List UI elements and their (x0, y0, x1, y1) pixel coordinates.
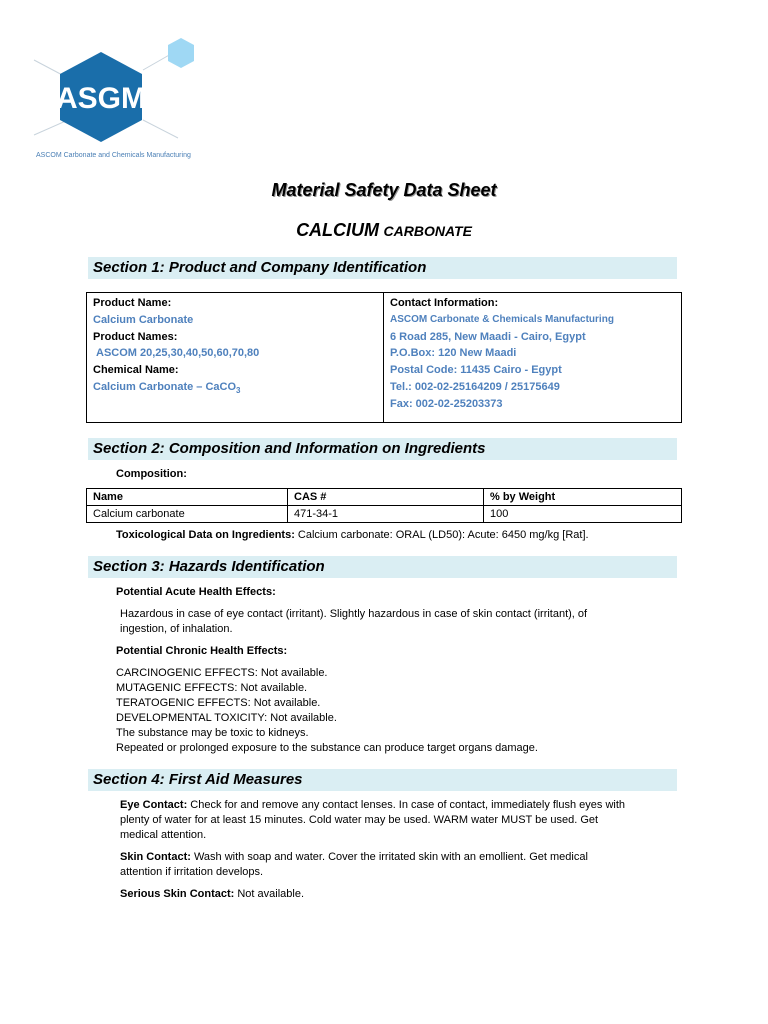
company-pobox: P.O.Box: 120 New Maadi (390, 347, 517, 360)
table-header-weight: % by Weight (484, 489, 682, 506)
product-names-value: ASCOM 20,25,30,40,50,60,70,80 (96, 347, 260, 360)
serious-skin-label: Serious Skin Contact: (120, 888, 235, 900)
serious-skin-contact (120, 887, 304, 902)
tox-data (116, 528, 589, 543)
chronic-line: CARCINOGENIC EFFECTS: Not available. (116, 667, 328, 679)
chronic-line: The substance may be toxic to kidneys. (116, 727, 309, 739)
section3-heading: Section 3: Hazards Identification (88, 556, 677, 578)
acute-text-2: ingestion, of inhalation. (120, 623, 233, 635)
chronic-line: TERATOGENIC EFFECTS: Not available. (116, 697, 321, 709)
acute-text-1: Hazardous in case of eye contact (irritant). Slightly hazardous in case of skin contact (irritant), of (120, 608, 588, 620)
company-address: 6 Road 285, New Maadi - Cairo, Egypt (390, 330, 586, 343)
logo-tagline: ASCOM Carbonate and Chemicals Manufacturing (36, 152, 191, 159)
company-tel: Tel.: 002-02-25164209 / 25175649 (390, 380, 560, 393)
product-name-label: Product Name: (93, 297, 172, 309)
company-fax: Fax: 002-02-25203373 (390, 397, 503, 410)
skin-contact-text-2: attention if irritation develops. (120, 866, 264, 878)
contact-label: Contact Information: (390, 297, 499, 309)
company-name: ASCOM Carbonate & Chemicals Manufacturing (390, 313, 614, 325)
section1-right (390, 295, 614, 413)
section4-heading: Section 4: First Aid Measures (88, 769, 677, 791)
skin-contact-text-1: Wash with soap and water. Cover the irritated skin with an emollient. Get medical (190, 851, 588, 863)
chemical-name-value: Calcium Carbonate – CaCO (93, 380, 237, 393)
company-postal: Postal Code: 11435 Cairo - Egypt (390, 364, 562, 377)
section1-heading: Section 1: Product and Company Identification (88, 257, 677, 279)
eye-contact-label: Eye Contact: (120, 799, 188, 811)
section2-heading: Section 2: Composition and Information on Ingredients (88, 438, 677, 460)
serious-skin-text: Not available. (234, 888, 305, 900)
eye-contact-text-2: plenty of water for at least 15 minutes. Cold water may be used. WARM water MUST be used. Get (120, 814, 599, 826)
section1-box (86, 292, 682, 423)
table-header-cas: CAS # (288, 489, 484, 506)
logo-hexagon-small (168, 38, 194, 68)
company-logo (28, 30, 208, 150)
table-header-name: Name (87, 489, 288, 506)
document-title: Material Safety Data Sheet (271, 180, 497, 200)
eye-contact-line-1 (120, 798, 625, 813)
chronic-line: MUTAGENIC EFFECTS: Not available. (116, 682, 308, 694)
chemical-formula-subscript: 3 (236, 386, 241, 396)
table-header-row (87, 489, 682, 506)
table-cell-weight: 100 (484, 506, 682, 523)
chemical-name-label: Chemical Name: (93, 364, 179, 377)
chronic-line: DEVELOPMENTAL TOXICITY: Not available. (116, 712, 337, 724)
composition-label: Composition: (116, 468, 187, 480)
table-row (87, 506, 682, 523)
section1-left (93, 295, 259, 400)
logo-letters: ASGM (56, 82, 146, 115)
tox-text: Calcium carbonate: ORAL (LD50): Acute: 6450 mg/kg [Rat]. (294, 529, 589, 541)
tox-label: Toxicological Data on Ingredients: (116, 529, 295, 541)
product-title-sub: CARBONATE (383, 223, 472, 239)
acute-label: Potential Acute Health Effects: (116, 586, 276, 598)
eye-contact-text-1: Check for and remove any contact lenses. In case of contact, immediately flush eyes with (187, 799, 626, 811)
eye-contact-text-3: medical attention. (120, 829, 207, 841)
skin-contact-line-1 (120, 850, 588, 865)
chronic-label: Potential Chronic Health Effects: (116, 645, 288, 657)
chemical-name-line (93, 379, 259, 400)
section1-divider (383, 293, 384, 422)
table-cell-name: Calcium carbonate (87, 506, 288, 523)
chronic-line: Repeated or prolonged exposure to the substance can produce target organs damage. (116, 742, 538, 754)
skin-contact-label: Skin Contact: (120, 851, 191, 863)
product-names-label: Product Names: (93, 330, 178, 343)
table-cell-cas: 471-34-1 (288, 506, 484, 523)
product-name-value: Calcium Carbonate (93, 313, 194, 326)
product-title (0, 220, 768, 241)
composition-table (86, 488, 682, 523)
product-title-main: CALCIUM (296, 220, 380, 240)
